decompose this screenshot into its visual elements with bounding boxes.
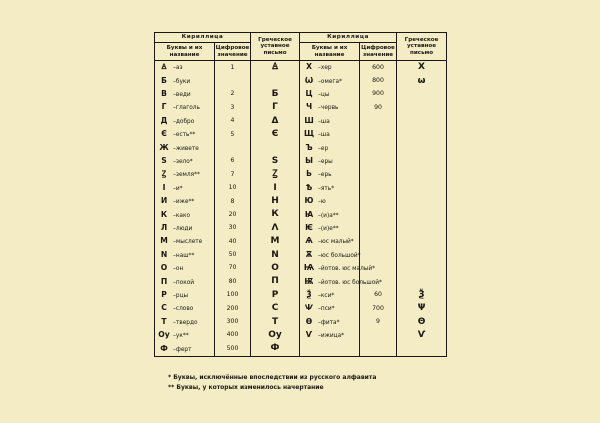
table-row: [155, 182, 447, 195]
greek-letter-cell: [397, 342, 447, 356]
letter-glyph: Ы: [305, 156, 313, 166]
numeric-value-cell: 50: [215, 248, 251, 261]
letter-name: –добро: [173, 118, 195, 125]
greek-letter-cell: Δ: [251, 115, 300, 128]
numeric-value-cell: 400: [215, 329, 251, 342]
cyrillic-letter-cell: [155, 262, 215, 275]
letter-glyph: С: [161, 303, 167, 313]
letter-glyph: Ꙁ: [161, 169, 167, 179]
greek-letter-cell: К: [251, 208, 300, 221]
numeric-value-cell: 7: [215, 168, 251, 181]
letter-name: –он: [173, 266, 184, 273]
greek-letter-cell: І: [251, 182, 300, 195]
cyrillic-letter-cell: [155, 302, 215, 315]
cyrillic-letter-cell: [300, 141, 360, 154]
cyrillic-letter-cell: [300, 302, 360, 315]
cyrillic-header-left: Кириллица: [155, 33, 251, 43]
table-row: [155, 342, 447, 356]
letter-name: –ю: [318, 199, 326, 206]
cyrillic-letter-cell: [300, 315, 360, 328]
letter-name: –слово: [173, 306, 194, 313]
cyrillic-letter-cell: [300, 74, 360, 87]
greek-letter-cell: С: [251, 302, 300, 315]
letter-glyph: В: [161, 89, 167, 99]
numeric-value-cell: [215, 74, 251, 87]
letter-name: –мыслете: [173, 239, 203, 246]
greek-letter-cell: [397, 141, 447, 154]
greek-letter-cell: [397, 88, 447, 101]
greek-letter-cell: Ѯ: [397, 289, 447, 302]
letter-glyph: Ь: [306, 169, 312, 179]
cyrillic-letter-cell: [155, 155, 215, 168]
letter-glyph: Г: [161, 102, 167, 112]
letter-glyph: Ѣ: [305, 182, 313, 192]
greek-letter-cell: Б: [251, 88, 300, 101]
numeric-value-cell: [360, 115, 397, 128]
letter-name: –рцы: [173, 292, 189, 299]
letter-name: –ижица*: [318, 333, 345, 340]
greek-letter-cell: [397, 275, 447, 288]
letter-name: –глаголь: [173, 105, 200, 112]
numeric-value-cell: 900: [360, 88, 397, 101]
greek-letter-cell: Λ: [251, 222, 300, 235]
numeric-value-cell: 1: [215, 61, 251, 75]
cyrillic-letter-cell: [155, 329, 215, 342]
letter-glyph: Ж: [159, 142, 169, 152]
cyrillic-letter-cell: [300, 115, 360, 128]
greek-letter-cell: [251, 74, 300, 87]
greek-letter-cell: Є: [251, 128, 300, 141]
footnotes: [168, 373, 376, 393]
cyrillic-letter-cell: [155, 248, 215, 261]
cyrillic-letter-cell: [300, 289, 360, 302]
letter-glyph: Ц: [305, 89, 313, 99]
table-row: [155, 101, 447, 114]
cyrillic-letter-cell: [155, 128, 215, 141]
alphabet-rows: [155, 61, 447, 357]
numeric-value-cell: 10: [215, 182, 251, 195]
letter-glyph: Ѯ: [306, 289, 312, 299]
numeric-value-cell: 100: [215, 289, 251, 302]
numeric-value-cell: [360, 128, 397, 141]
greek-letter-cell: [397, 208, 447, 221]
cyrillic-letter-cell: [155, 74, 215, 87]
cyrillic-letter-cell: [155, 208, 215, 221]
cyrillic-letter-cell: [300, 155, 360, 168]
letter-glyph: Ф: [160, 343, 168, 353]
table-row: [155, 289, 447, 302]
greek-letter-cell: Ꙁ: [251, 168, 300, 181]
letter-name: –хер: [318, 65, 332, 72]
numeric-value-cell: 4: [215, 115, 251, 128]
greek-letter-cell: [397, 262, 447, 275]
numeric-value-cell: 60: [360, 289, 397, 302]
greek-letter-cell: [397, 101, 447, 114]
greek-letter-cell: [397, 195, 447, 208]
numeric-value-cell: 200: [215, 302, 251, 315]
numeric-value-cell: 30: [215, 222, 251, 235]
letter-glyph: І: [162, 182, 166, 192]
cyrillic-letter-cell: [155, 315, 215, 328]
cyrillic-letter-cell: [155, 222, 215, 235]
letter-glyph: Х: [306, 62, 312, 72]
letter-name: –еры: [318, 159, 333, 166]
cyrillic-letter-cell: [300, 195, 360, 208]
letter-glyph: Ѵ: [305, 330, 313, 340]
greek-letter-cell: Г: [251, 101, 300, 114]
numeric-value-cell: [215, 141, 251, 154]
numeric-value-cell: [360, 222, 397, 235]
greek-letter-cell: N: [251, 248, 300, 261]
letter-glyph: Ѧ: [305, 236, 313, 246]
letter-name: –наш**: [173, 252, 195, 259]
cyrillic-header-right: Кириллица: [300, 33, 397, 43]
letter-glyph: П: [160, 276, 168, 286]
numeric-value-cell: 70: [215, 262, 251, 275]
greek-letter-cell: Ѕ: [251, 155, 300, 168]
greek-letter-cell: Θ: [397, 315, 447, 328]
letter-glyph: Ꙗ: [304, 209, 314, 219]
cyrillic-letter-cell: [300, 262, 376, 275]
numeric-value-cell: 600: [360, 61, 397, 75]
greek-letter-cell: [397, 235, 447, 248]
letter-glyph: К: [160, 209, 168, 219]
table-row: [155, 74, 447, 87]
greek-letter-cell: [397, 182, 447, 195]
greek-header-left: Греческое уставное письмо: [251, 33, 300, 61]
greek-letter-cell: [397, 222, 447, 235]
letter-name: –ять*: [318, 185, 335, 192]
greek-letter-cell: М: [251, 235, 300, 248]
letter-name: –покой: [173, 279, 195, 286]
letter-name: –омега*: [318, 78, 342, 85]
cyrillic-letter-cell: [155, 115, 215, 128]
numeric-value-cell: [360, 235, 397, 248]
letter-name: –йотов. юс малый*: [318, 266, 376, 273]
letter-name: –аз: [173, 65, 183, 72]
numeric-value-cell: 40: [215, 235, 251, 248]
alphabet-table: [154, 32, 447, 357]
numeric-value-cell: 80: [215, 275, 251, 288]
table-row: [155, 302, 447, 315]
greek-letter-cell: Ѵ: [397, 329, 447, 342]
letter-name: –веди: [173, 92, 191, 99]
greek-letter-cell: Ꙙ: [251, 61, 300, 75]
letter-name: –фита*: [318, 319, 340, 326]
cyrillic-letter-cell: [155, 275, 215, 288]
numeric-value-cell: 90: [360, 101, 397, 114]
cyrillic-letter-cell: [155, 235, 215, 248]
numeric-value-cell: [360, 182, 397, 195]
letter-glyph: Ѕ: [161, 156, 167, 166]
numeric-value-cell: 300: [215, 315, 251, 328]
greek-letter-cell: [397, 115, 447, 128]
letter-glyph: Ѥ: [305, 222, 313, 232]
letter-name: –(и)а**: [318, 212, 339, 219]
cyrillic-letter-cell: [155, 88, 215, 101]
cyrillic-letter-cell: [155, 101, 215, 114]
greek-letter-cell: Ψ: [397, 302, 447, 315]
cyrillic-letter-cell: [300, 101, 360, 114]
cyrillic-letter-cell: [300, 88, 360, 101]
letter-glyph: Ѩ: [303, 263, 315, 273]
numeric-value-cell: 20: [215, 208, 251, 221]
letter-name: –(и)е**: [318, 225, 339, 232]
numeric-value-cell: [360, 195, 397, 208]
letter-name: –ша: [318, 132, 330, 139]
cyrillic-letter-cell: [155, 289, 215, 302]
greek-letter-cell: Т: [251, 315, 300, 328]
numeric-value-cell: [360, 208, 397, 221]
letter-name: –ферт: [173, 346, 192, 353]
letter-name: –иже**: [173, 199, 195, 206]
letter-glyph: Ю: [304, 196, 314, 206]
cyrillic-letter-cell: [300, 128, 360, 141]
greek-header-right: Греческое уставное письмо: [397, 33, 447, 61]
table-row: [155, 61, 447, 75]
letter-glyph: Оу: [158, 330, 170, 340]
footnote-excluded: * Буквы, исключённые впоследствии из русского алфавита: [168, 374, 377, 381]
cyrillic-letter-cell: [155, 195, 215, 208]
greek-letter-cell: [251, 141, 300, 154]
greek-letter-cell: Н: [251, 195, 300, 208]
numeric-value-cell: [360, 329, 397, 342]
cyrillic-letter-cell: [300, 342, 360, 356]
greek-letter-cell: [397, 128, 447, 141]
table-row: [155, 208, 447, 221]
numeric-value-cell: [360, 342, 397, 356]
table-row: [155, 275, 447, 288]
table-row: [155, 248, 447, 261]
numeric-value-cell: [360, 168, 397, 181]
letter-name: –юс малый*: [318, 239, 354, 246]
table-row: [155, 329, 447, 342]
letter-glyph: Ѳ: [305, 316, 313, 326]
values-header-left: Цифровое значение: [215, 43, 251, 61]
numeric-value-cell: [360, 141, 397, 154]
letter-name: –ерь: [318, 172, 332, 179]
greek-letter-cell: [397, 168, 447, 181]
greek-letter-cell: ω: [397, 74, 447, 87]
numeric-value-cell: 800: [360, 74, 397, 87]
numeric-value-cell: 8: [215, 195, 251, 208]
greek-letter-cell: Оу: [251, 329, 300, 342]
letter-glyph: Д: [160, 115, 168, 125]
letter-glyph: Ꙙ: [161, 62, 167, 72]
table-row: [155, 168, 447, 181]
numeric-value-cell: 3: [215, 101, 251, 114]
footnote-changed: ** Буквы, у которых изменилось начертание: [168, 384, 324, 391]
letters-header-right: Буквы и их название: [300, 43, 360, 61]
greek-letter-cell: Х: [397, 61, 447, 75]
values-header-right: Цифровое значение: [360, 43, 397, 61]
letter-glyph: Ѭ: [304, 276, 314, 286]
numeric-value-cell: 6: [215, 155, 251, 168]
letter-name: –цы: [318, 92, 330, 99]
table-row: [155, 128, 447, 141]
letter-glyph: Щ: [303, 129, 315, 139]
letter-name: –ук**: [173, 333, 189, 340]
cyrillic-letter-cell: [300, 168, 360, 181]
letter-name: –йотов. юс большой*: [318, 279, 382, 286]
letter-name: –зело*: [173, 159, 193, 166]
letter-name: –ер: [318, 145, 329, 152]
table-row: [155, 115, 447, 128]
cyrillic-letter-cell: [300, 329, 360, 342]
letter-glyph: М: [160, 236, 168, 246]
cyrillic-letter-cell: [300, 182, 360, 195]
cyrillic-letter-cell: [300, 61, 360, 75]
letter-glyph: И: [160, 196, 168, 206]
greek-letter-cell: П: [251, 275, 300, 288]
table-row: [155, 195, 447, 208]
numeric-value-cell: 500: [215, 342, 251, 356]
cyrillic-letter-cell: [155, 342, 215, 356]
cyrillic-letter-cell: [155, 61, 215, 75]
greek-letter-cell: О: [251, 262, 300, 275]
letter-name: –есть**: [173, 132, 196, 139]
letter-glyph: Ѡ: [304, 75, 314, 85]
table-row: [155, 88, 447, 101]
numeric-value-cell: 2: [215, 88, 251, 101]
letter-name: –люди: [173, 225, 193, 232]
numeric-value-cell: 9: [360, 315, 397, 328]
letters-header-left: Буквы и их название: [155, 43, 215, 61]
greek-letter-cell: [397, 248, 447, 261]
letter-glyph: Ч: [305, 102, 313, 112]
letter-name: –кси*: [318, 292, 335, 299]
letter-glyph: О: [160, 263, 168, 273]
letter-glyph: Ъ: [305, 142, 313, 152]
greek-letter-cell: Ф: [251, 342, 300, 356]
letter-name: –ша: [318, 118, 330, 125]
letter-name: –земля**: [173, 172, 200, 179]
numeric-value-cell: [360, 248, 397, 261]
letter-glyph: Ѱ: [304, 303, 314, 313]
letter-glyph: N: [160, 249, 168, 259]
letter-name: –како: [173, 212, 191, 219]
table-row: [155, 262, 447, 275]
cyrillic-letter-cell: [300, 235, 360, 248]
table-row: [155, 222, 447, 235]
cyrillic-letter-cell: [300, 248, 360, 261]
greek-letter-cell: [397, 155, 447, 168]
letter-glyph: Л: [160, 222, 168, 232]
letter-glyph: Р: [161, 289, 167, 299]
greek-letter-cell: Р: [251, 289, 300, 302]
letter-glyph: Ш: [304, 115, 314, 125]
letter-name: –и*: [173, 185, 183, 192]
letter-name: –буки: [173, 78, 191, 85]
numeric-value-cell: 700: [360, 302, 397, 315]
letter-glyph: Б: [161, 75, 167, 85]
letter-name: –пси*: [318, 306, 335, 313]
cyrillic-letter-cell: [300, 222, 360, 235]
table-row: [155, 141, 447, 154]
letter-glyph: Є: [161, 129, 167, 139]
letter-name: –живете: [173, 145, 199, 152]
cyrillic-letter-cell: [155, 141, 215, 154]
cyrillic-letter-cell: [300, 275, 382, 288]
table-row: [155, 155, 447, 168]
letter-name: –твердо: [173, 319, 198, 326]
letter-glyph: Ѫ: [305, 249, 313, 259]
table-row: [155, 235, 447, 248]
numeric-value-cell: [360, 155, 397, 168]
letter-name: –юс большой*: [318, 252, 361, 259]
cyrillic-letter-cell: [300, 208, 360, 221]
cyrillic-letter-cell: [155, 182, 215, 195]
letter-name: –червь: [318, 105, 339, 112]
numeric-value-cell: 5: [215, 128, 251, 141]
cyrillic-letter-cell: [155, 168, 215, 181]
table-row: [155, 315, 447, 328]
letter-glyph: Т: [161, 316, 167, 326]
